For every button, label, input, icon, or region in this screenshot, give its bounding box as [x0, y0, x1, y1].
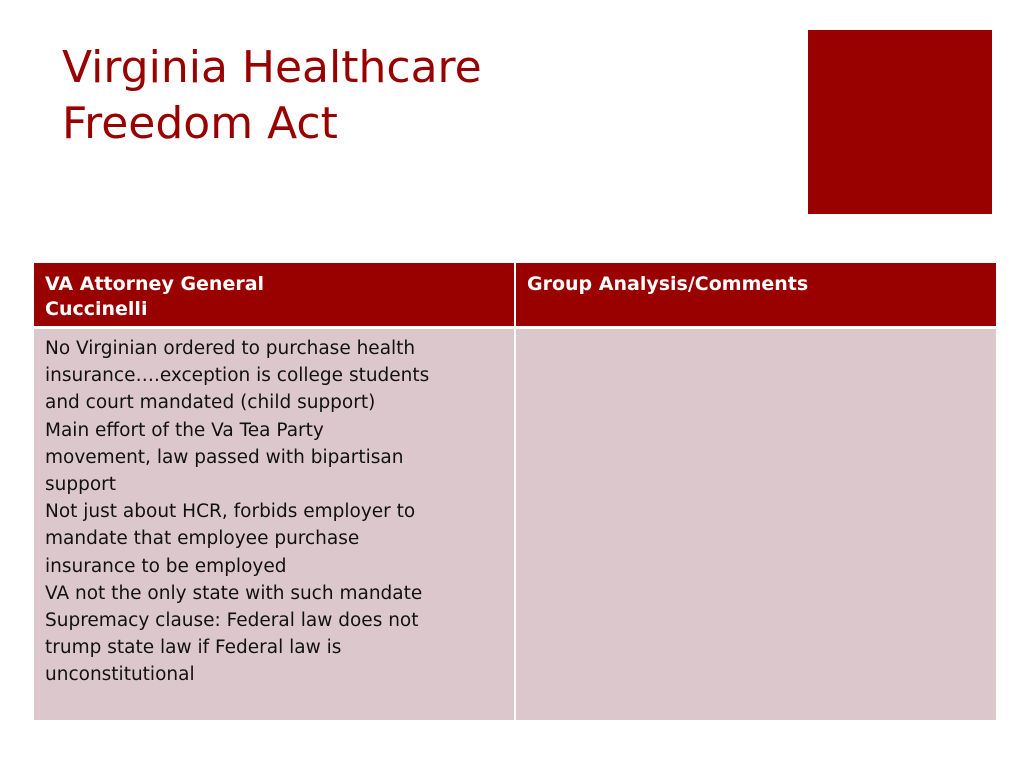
slide-title-line-2: Freedom Act	[62, 98, 338, 149]
body-left-line: Not just about HCR, forbids employer to	[45, 501, 416, 523]
header-cell-group-analysis: Group Analysis/Comments	[515, 263, 996, 328]
body-left-line: unconstitutional	[45, 664, 195, 686]
table-row	[34, 328, 996, 720]
table-header-row	[34, 263, 996, 328]
header-cell-attorney-general	[34, 263, 515, 328]
body-left-line: trump state law if Federal law is	[45, 637, 342, 659]
body-cell-group-analysis	[515, 328, 996, 720]
body-left-line: and court mandated (child support)	[45, 392, 376, 414]
content-table	[34, 263, 996, 720]
body-cell-attorney-general	[34, 328, 515, 720]
slide-title-line-1: Virginia Healthcare	[62, 42, 482, 93]
header-left-line-1: VA Attorney General	[45, 273, 265, 295]
body-left-line: movement, law passed with bipartisan	[45, 446, 404, 468]
body-left-line: Main effort of the Va Tea Party	[45, 419, 324, 441]
header-left-line-2: Cuccinelli	[45, 298, 148, 320]
body-left-line: support	[45, 474, 117, 496]
body-left-line: insurance to be employed	[45, 555, 287, 577]
decorative-accent-block	[808, 30, 992, 214]
body-left-line: VA not the only state with such mandate	[45, 582, 423, 604]
slide-title	[62, 40, 762, 152]
body-left-line: Supremacy clause: Federal law does not	[45, 610, 419, 632]
body-left-line: insurance….exception is college students	[45, 365, 430, 387]
body-left-line: No Virginian ordered to purchase health	[45, 338, 416, 359]
body-left-line: mandate that employee purchase	[45, 528, 360, 550]
